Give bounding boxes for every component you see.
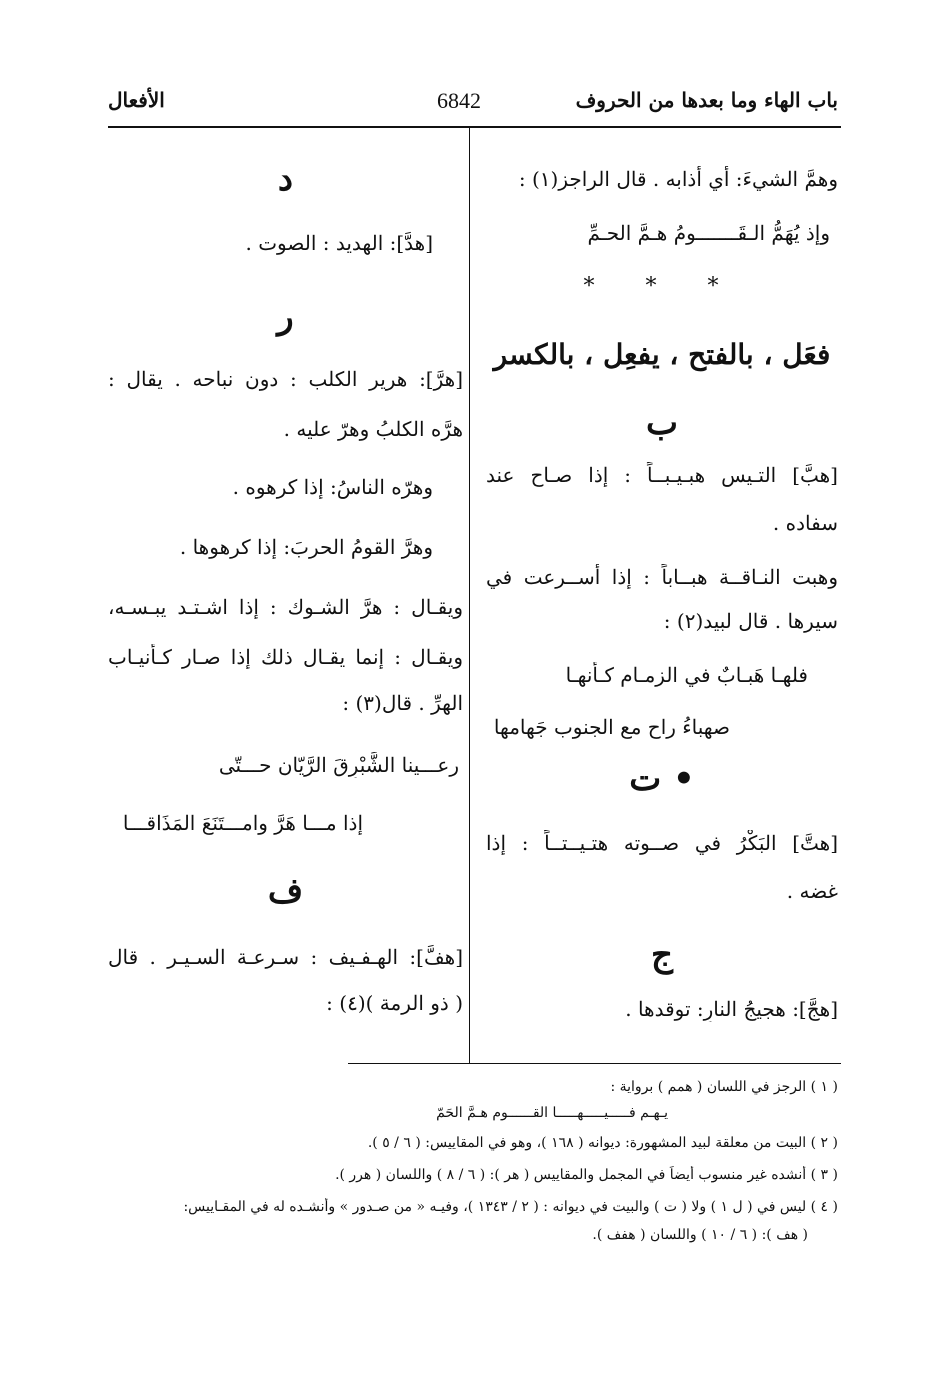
entry-haff: [هفَّ]: الهـفـيف : سـرعـة السـيـر . قال [108, 945, 463, 969]
footnote-4-cont: ( هف ): ( ٦ / ١٠ ) واللسان ( هفف ). [592, 1227, 808, 1243]
letter-heading-j: ج [651, 935, 673, 975]
verse: فلهـا هَبـابٌ في الزمـام كـأنهـا [565, 663, 808, 687]
entry-habbat-cont: سيرها . قال لبيد(٢) : [663, 609, 838, 633]
entry-hat-cont: غضه . [786, 879, 838, 903]
entry-haj: [هجَّ]: هجيجُ النارِ: توقدها . [625, 997, 838, 1021]
section-separator: * * * [583, 274, 741, 299]
verse: رعـــينا الشَّبْرِقَ الرَّيّان حـــتّى [218, 753, 459, 777]
entry-hat: [هتَّ] البَكْرُ في صــوته هتـيــتــاً : إذا [486, 831, 838, 855]
entry-hab-cont: سفاده . [772, 511, 838, 535]
entry-harr: [هرَّ]: هرير الكلب : دون نباحه . يقال : [108, 367, 463, 391]
footnote-4: ( ٤ ) ليس في ( ل ١ ) ولا ( ت ) والبيت في ديوانه : ( ٢ / ١٣٤٣ )، وفيـه « من صـدور » وأنشـده له في المقـاييس: [183, 1199, 838, 1215]
entry-hab: [هبَّ] التـيس هبـيـبــاً : إذا صـاح عند [486, 463, 838, 487]
letter-heading-d: د [277, 159, 294, 199]
entry-harr-cont: هرَّه الكلبُ وهرّ عليه . [283, 417, 463, 441]
header-rule [108, 126, 841, 128]
letter-heading-f: ف [267, 871, 304, 911]
running-title: الأفعال [108, 88, 165, 112]
entry-harr-sub: ويقـال : إنما يقـال ذلك إذا صـار كـأنيـاب [108, 645, 463, 669]
entry-harr-sub: وهرّه الناسُ: إذا كرهوه . [232, 475, 433, 499]
verse: إذا مـــا هَرَّ وامـــتَنَعَ المَذَاقـــا [122, 811, 363, 835]
entry-hadd: [هدَّ]: الهديد : الصوت . [245, 231, 433, 255]
footnote-2: ( ٢ ) البيت من معلقة لبيد المشهورة: ديوانه ( ١٦٨ )، وهو في المقاييس: ( ٦ / ٥ ). [367, 1135, 838, 1151]
entry-habbat: وهبت النـاقــة هبــاباً : إذا أســرعت في [486, 565, 838, 589]
verse: صهباءُ راح مع الجنوب جَهامها [493, 715, 730, 739]
entry-haff-cont: ( ذو الرمة )(٤) : [326, 991, 463, 1015]
entry-harr-cont: الهرِّ . قال(٣) : [342, 691, 463, 715]
footnote-3: ( ٣ ) أنشده غير منسوب أيضاً في المجمل والمقاييس ( هر ): ( ٦ / ٨ ) واللسان ( هرر ). [335, 1167, 838, 1183]
footnote-1: ( ١ ) الرجز في اللسان ( همم ) برواية : [610, 1079, 838, 1095]
verse: وإذ يُهَمُّ الـقَـــــــومُ هـمَّ الحـمِّ [587, 221, 830, 245]
entry-harr-sub: وهرَّ القومُ الحربَ: إذا كرهوها . [179, 535, 433, 559]
section-title: فعَل ، بالفتح ، يفعِل ، بالكسر [493, 338, 831, 371]
column-divider [469, 128, 470, 1063]
letter-heading-t: • ت [629, 759, 695, 799]
letter-heading-r: ر [277, 297, 294, 337]
letter-heading-b: ب [645, 403, 678, 443]
section-header: باب الهاء وما بعدها من الحروف [575, 88, 838, 112]
footnote-rule [348, 1063, 841, 1064]
page-number: 6842 [437, 88, 481, 113]
footnote-1-verse: يـهـم فـــــيـــــهـــــا القــــــوم هـمَّ الحَمّ [436, 1105, 668, 1121]
entry-harr-sub: ويقـال : هرَّ الشـوك : إذا اشـتـد يبـسـه، [108, 595, 463, 619]
entry-text: وهمَّ الشيءَ: أي أذابه . قال الراجز(١) : [518, 167, 838, 191]
